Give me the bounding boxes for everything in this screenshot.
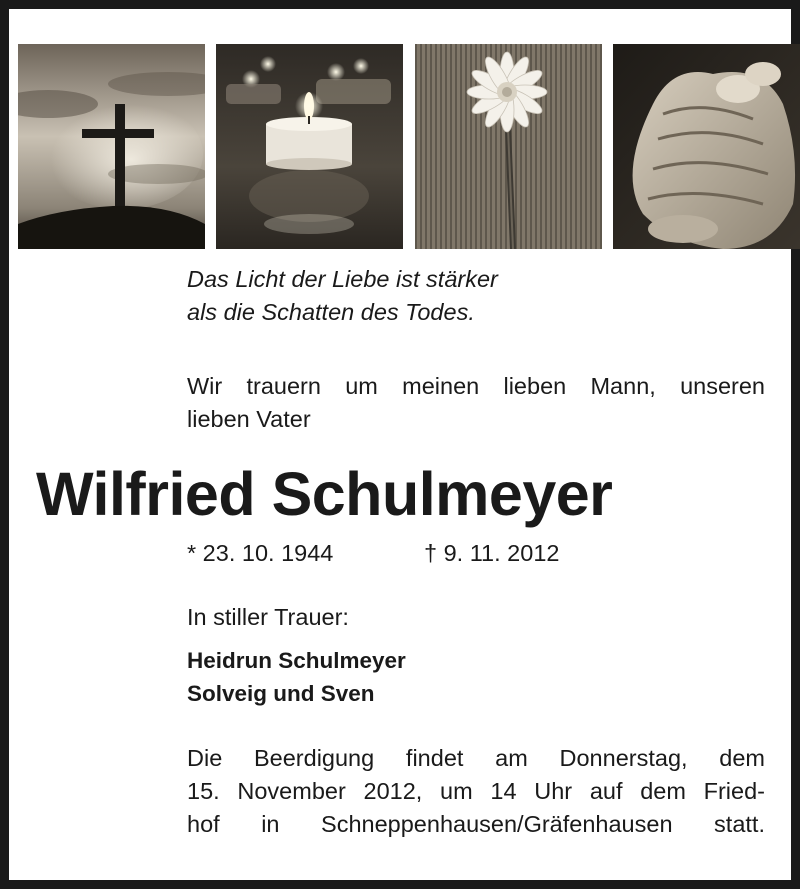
funeral-line-1: Die Beerdigung findet am Donnerstag, dem bbox=[187, 745, 765, 771]
mourner-name: Heidrun Schulmeyer bbox=[187, 648, 406, 673]
mourning-heading: In stiller Trauer: bbox=[187, 604, 349, 630]
praying-hands-icon bbox=[613, 44, 800, 249]
intro-line-1: Wir trauern um meinen lieben Mann, unseren bbox=[187, 373, 765, 399]
motto-line-2: als die Schatten des Todes. bbox=[187, 299, 475, 325]
funeral-line-3: hof in Schneppenhausen/Gräfenhausen statt. bbox=[187, 811, 765, 837]
death-date: † 9. 11. 2012 bbox=[424, 540, 560, 566]
intro-line-2: lieben Vater bbox=[187, 406, 311, 432]
funeral-notice bbox=[187, 742, 765, 841]
birth-date: * 23. 10. 1944 bbox=[187, 540, 334, 566]
funeral-line-2: 15. November 2012, um 14 Uhr auf dem Fried- bbox=[187, 778, 765, 804]
cross-on-hill-icon bbox=[18, 44, 205, 249]
motto-line-1: Das Licht der Liebe ist stärker bbox=[187, 266, 498, 292]
mourner-name: Solveig und Sven bbox=[187, 681, 375, 706]
intro-text bbox=[187, 370, 765, 436]
deceased-name: Wilfried Schulmeyer bbox=[36, 460, 613, 528]
flower-icon bbox=[415, 44, 602, 249]
candles-icon bbox=[216, 44, 403, 249]
motto bbox=[187, 263, 498, 329]
photo-strip bbox=[18, 44, 800, 249]
